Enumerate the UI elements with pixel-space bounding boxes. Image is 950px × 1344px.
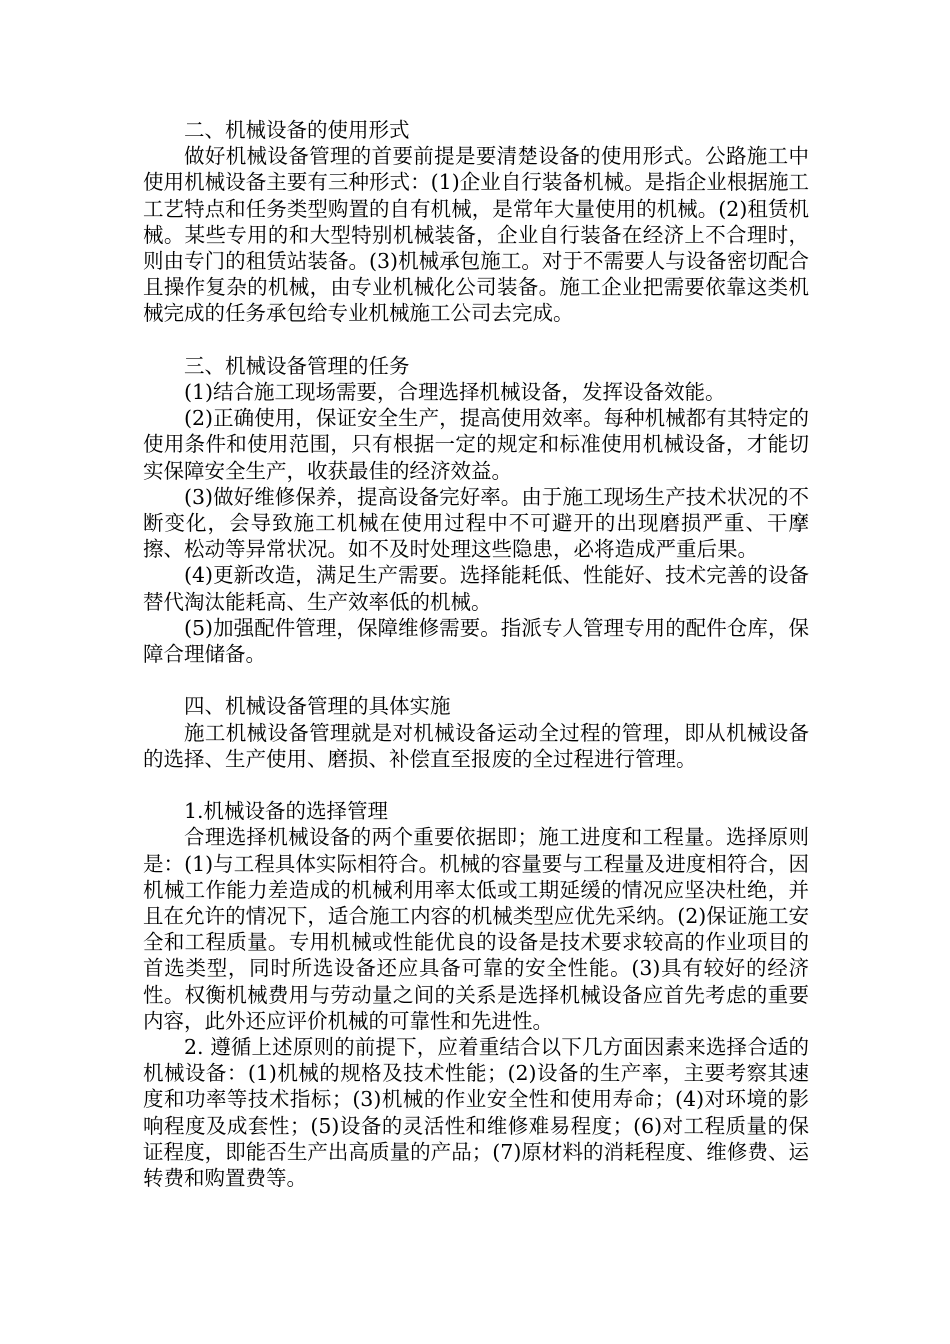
section-heading: 三、机械设备管理的任务 xyxy=(184,353,410,378)
document-page xyxy=(143,117,809,1191)
section-selection-management xyxy=(143,798,809,1191)
section-management-tasks xyxy=(143,353,809,667)
section-heading: 1.机械设备的选择管理 xyxy=(184,799,389,824)
section-implementation xyxy=(143,693,809,772)
paragraph-gap xyxy=(143,667,809,693)
body-paragraph: 合理选择机械设备的两个重要依据即；施工进度和工程量。选择原则是：(1)与工程具体实际相符合。机械的容量要与工程量及进度相符合，因机械工作能力差造成的机械利用率太低或工期延缓的情况应坚决杜绝，并且在允许的情况下，适合施工内容的机械类型应优先采纳。(2)保证施工安全和工程质量。专用机械或性能优良的设备是技术要求较高的作业项目的首选类型，同时所选设备还应具备可靠的安全性能。(3)具有较好的经济性。权衡机械费用与劳动量之间的关系是选择机械设备应首先考虑的重要内容，此外还应评价机械的可靠性和先进性。 xyxy=(143,825,809,1033)
body-paragraph: 做好机械设备管理的首要前提是要清楚设备的使用形式。公路施工中使用机械设备主要有三种形式：(1)企业自行装备机械。是指企业根据施工工艺特点和任务类型购置的自有机械，是常年大量使用的机械。(2)租赁机械。某些专用的和大型特别机械装备，企业自行装备在经济上不合理时，则由专门的租赁站装备。(3)机械承包施工。对于不需要人与设备密切配合且操作复杂的机械，由专业机械化公司装备。施工企业把需要依靠这类机械完成的任务承包给专业机械施工公司去完成。 xyxy=(143,144,809,326)
paragraph-gap xyxy=(143,772,809,798)
section-heading: 二、机械设备的使用形式 xyxy=(184,118,410,142)
body-paragraph: (2)正确使用，保证安全生产，提高使用效率。每种机械都有其特定的使用条件和使用范围，只有根据一定的规定和标准使用机械设备，才能切实保障安全生产，收获最佳的经济效益。 xyxy=(143,406,809,483)
paragraph-gap xyxy=(143,327,809,353)
body-paragraph: 施工机械设备管理就是对机械设备运动全过程的管理，即从机械设备的选择、生产使用、磨损、补偿直至报废的全过程进行管理。 xyxy=(143,720,809,771)
body-paragraph: (1)结合施工现场需要，合理选择机械设备，发挥设备效能。 xyxy=(184,380,726,405)
body-paragraph: 2. 遵循上述原则的前提下，应着重结合以下几方面因素来选择合适的机械设备：(1)机械的规格及技术性能；(2)设备的生产率，主要考察其速度和功率等技术指标；(3)机械的作业安全性和使用寿命；(4)对环境的影响程度及成套性；(5)设备的灵活性和维修难易程度；(6)对工程质量的保证程度，即能否生产出高质量的产品；(7)原材料的消耗程度、维修费、运转费和购置费等。 xyxy=(143,1035,809,1191)
body-paragraph: (4)更新改造，满足生产需要。选择能耗低、性能好、技术完善的设备替代淘汰能耗高、生产效率低的机械。 xyxy=(143,563,809,614)
section-heading: 四、机械设备管理的具体实施 xyxy=(184,694,451,719)
body-paragraph: (5)加强配件管理，保障维修需要。指派专人管理专用的配件仓库，保障合理储备。 xyxy=(143,615,809,667)
body-paragraph: (3)做好维修保养，提高设备完好率。由于施工现场生产技术状况的不断变化，会导致施工机械在使用过程中不可避开的出现磨损严重、干摩擦、松动等异常状况。如不及时处理这些隐患，必将造成严重后果。 xyxy=(143,484,809,562)
section-usage-forms xyxy=(143,117,809,327)
